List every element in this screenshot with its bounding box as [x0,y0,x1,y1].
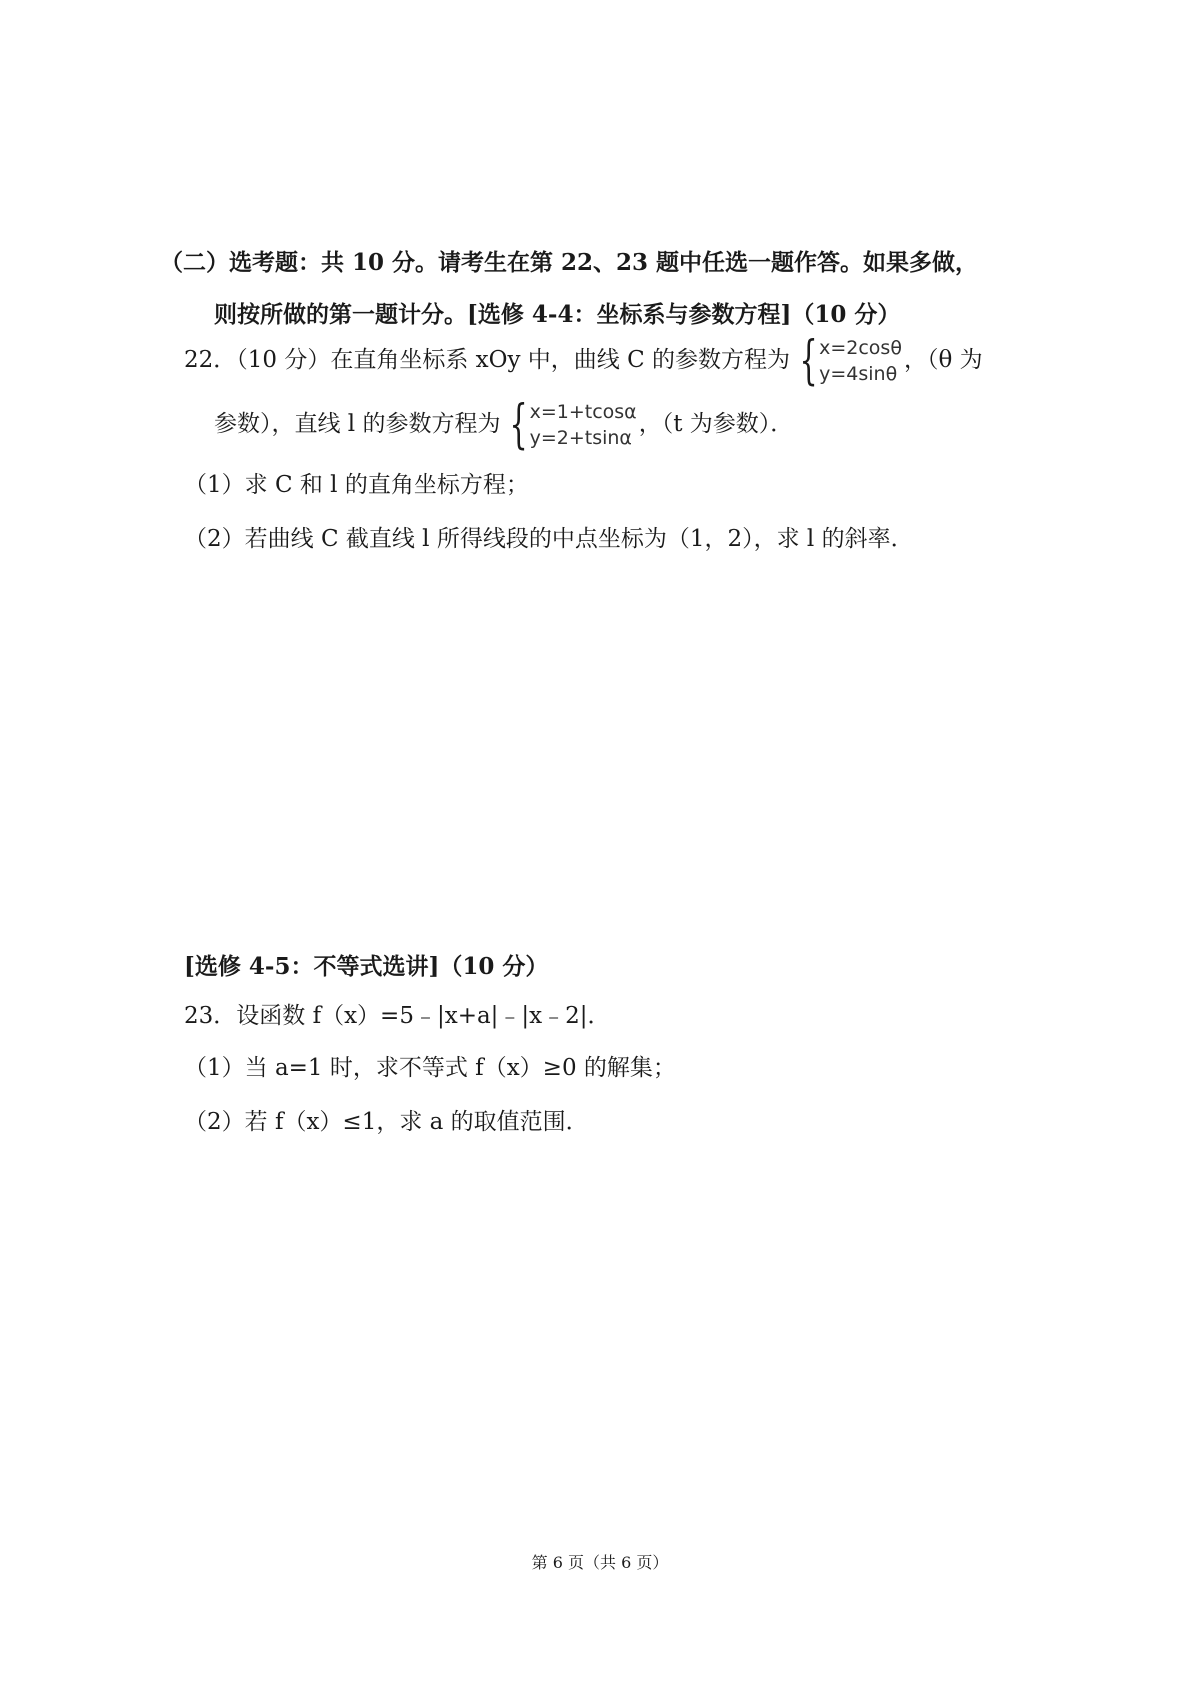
curve-eq-y: y=4sinθ [819,363,898,385]
section45-heading: [选修 4-5：不等式选讲]（10 分） [184,953,549,980]
curve-param-equations [792,331,902,391]
q22-line2-prefix: 参数），直线 l 的参数方程为 [214,411,501,437]
q23-part1: （1）当 a=1 时，求不等式 f（x）≥0 的解集； [184,1055,676,1081]
page-footer: 第 6 页（共 6 页） [531,1553,669,1572]
q23-part2: （2）若 f（x）≤1，求 a 的取值范围． [184,1109,589,1135]
curve-eq-x: x=2cosθ [819,337,902,359]
left-brace-icon: { [509,395,529,455]
line-eq-y: y=2+tsinα [529,427,632,449]
q22-line1 [184,331,983,391]
section2-heading-line2: 则按所做的第一题计分。[选修 4-4：坐标系与参数方程]（10 分） [214,301,901,328]
q23-expr: ﹣|x+a|﹣|x﹣2|． [413,1003,611,1029]
q22-after-line: ，（t 为参数）． [638,411,794,437]
q22-prefix: 22．（10 分）在直角坐标系 xOy 中，曲线 C 的参数方程为 [184,347,791,373]
section2-heading-line1: （二）选考题：共 10 分。请考生在第 22、23 题中任选一题作答。如果多做， [160,249,979,276]
left-brace-icon: { [799,331,818,391]
q23-prefix: 23．设函数 f（x）=5 [184,1003,414,1029]
line-eq-x: x=1+tcosα [529,401,637,423]
q22-after-curve: ，（θ 为 [903,347,983,373]
q22-line2 [214,395,794,455]
line-param-equations [502,395,637,455]
q23-statement [184,1001,611,1031]
q22-part2: （2）若曲线 C 截直线 l 所得线段的中点坐标为（1，2），求 l 的斜率． [184,526,914,552]
q22-part1: （1）求 C 和 l 的直角坐标方程； [184,472,529,498]
